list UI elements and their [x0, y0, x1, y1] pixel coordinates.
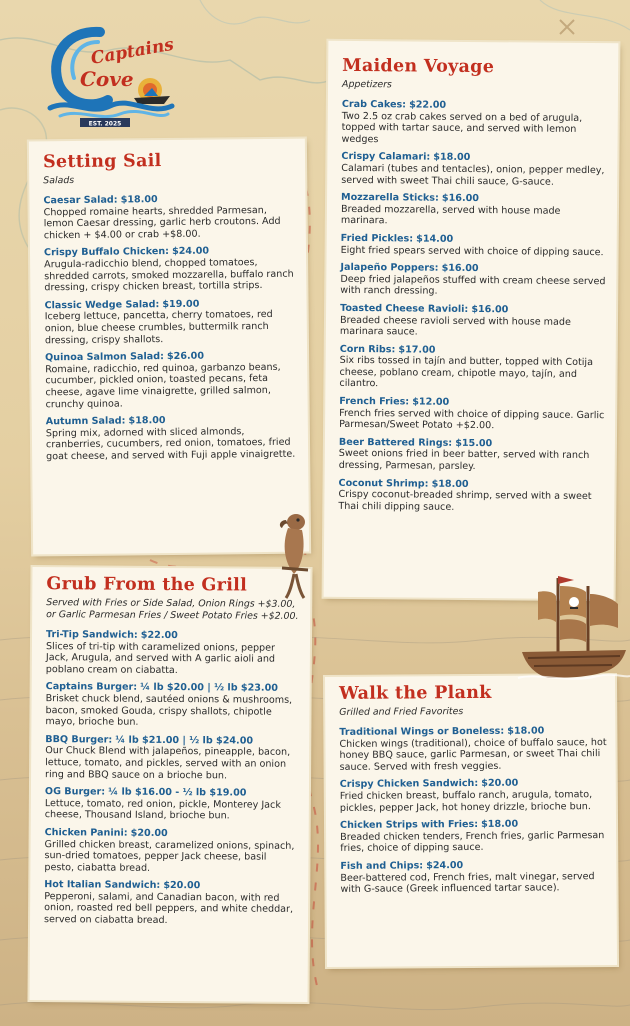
menu-item — [45, 350, 296, 411]
item-price: $20.00 — [163, 880, 201, 892]
setting-sail-title: Setting Sail — [42, 151, 162, 173]
item-price: $19.00 — [162, 298, 200, 310]
item-price: $18.00 — [481, 818, 519, 831]
item-name: Quinoa Salmon Salad: — [45, 351, 164, 364]
item-name: Chicken Panini: — [44, 827, 128, 839]
walk-the-plank-card — [325, 675, 617, 967]
captains-cove-logo — [40, 24, 178, 128]
item-price: $18.00 — [507, 725, 545, 737]
item-description: Slices of tri-tip with caramelized onions, pepper Jack, Arugula, and served with A garlic aioli and poblano cream on ciabatta. — [45, 640, 276, 676]
menu-item — [340, 777, 608, 814]
item-description: Beer-battered cod, French fries, malt vinegar, served with G-sauce (Greek influenced tartar sauce). — [340, 870, 595, 896]
item-description: French fries served with choice of dipping sauce. Garlic Parmesan/Sweet Potato +$2.00. — [339, 407, 605, 432]
item-description: Grilled chicken breast, caramelized onions, spinach, sun-dried tomatoes, pepper Jack cheese, basil pesto, ciabatta bread. — [44, 838, 295, 874]
item-price: $22.00 — [140, 629, 178, 642]
walk-the-plank-subtitle: Grilled and Fried Favorites — [339, 706, 464, 718]
maiden-voyage-card — [324, 41, 619, 600]
maiden-voyage-subtitle: Appetizers — [342, 78, 392, 91]
menu-item — [340, 303, 606, 340]
item-price: $18.00 — [433, 152, 471, 164]
item-price: $18.00 — [128, 415, 166, 427]
item-description: Breaded mozzarella, served with house made marinara. — [340, 203, 561, 227]
item-price: $16.00 — [471, 303, 509, 316]
item-description: Two 2.5 oz crab cakes served on a bed of arugula, topped with tartar sauce, and served with lemon wedges — [341, 110, 583, 145]
item-name: Tri-Tip Sandwich: — [46, 629, 138, 641]
item-name: Crispy Calamari: — [341, 151, 431, 164]
item-name: Beer Battered Rings: — [338, 436, 453, 449]
item-name: BBQ Burger: — [45, 733, 113, 746]
menu-item — [45, 297, 295, 346]
item-description: Arugula-radicchio blend, chopped tomatoes, shredded carrots, smoked mozzarella, buffalo ranch dressing, crispy chicken breast, tortilla strips. — [44, 257, 294, 294]
setting-sail-subtitle: Salads — [43, 174, 75, 187]
item-description: Eight fried spears served with choice of dipping sauce. — [340, 244, 604, 258]
item-price: $22.00 — [409, 99, 447, 111]
menu-item — [44, 245, 294, 294]
item-description: Pepperoni, salami, and Canadian bacon, with red onion, roasted red bell peppers, and white cheddar, served on ciabatta bread. — [44, 890, 294, 927]
menu-item — [43, 193, 293, 242]
item-price: ¼ lb $21.00 | ½ lb $24.00 — [115, 734, 254, 747]
item-name: Fish and Chips: — [340, 860, 424, 872]
menu-item — [338, 477, 604, 514]
item-price: $17.00 — [398, 344, 436, 356]
menu-item — [339, 437, 605, 474]
grub-title: Grub From the Grill — [46, 574, 248, 596]
menu-item — [340, 262, 606, 299]
item-description: Sweet onions fried in beer batter, served with ranch dressing, Parmesan, parsley. — [338, 448, 590, 473]
item-name: Crab Cakes: — [341, 98, 407, 111]
item-name: French Fries: — [339, 395, 410, 408]
menu-item — [341, 151, 607, 188]
menu-item — [44, 827, 298, 875]
item-price: $24.00 — [426, 859, 464, 872]
item-description: Iceberg lettuce, pancetta, cherry tomatoes, red onion, blue cheese crumbles, buttermilk ranch dressing, crispy shallots. — [44, 309, 273, 346]
item-description: Calamari (tubes and tentacles), onion, pepper medley, served with sweet Thai chili sauce, G-sauce. — [341, 162, 605, 188]
item-description: Our Chuck Blend with jalapeños, pineapple, bacon, lettuce, tomato, and pickles, served with an onion ring and BBQ sauce on a brioche bun. — [45, 745, 291, 781]
item-description: Breaded chicken tenders, French fries, garlic Parmesan fries, choice of dipping sauce. — [340, 829, 605, 855]
item-price: $26.00 — [166, 350, 205, 363]
menu-item — [46, 629, 300, 677]
item-description: Crispy coconut-breaded shrimp, served with a sweet Thai chili dipping sauce. — [338, 489, 592, 513]
parrot-illustration — [274, 508, 314, 600]
menu-item — [339, 725, 607, 773]
menu-item — [340, 859, 608, 896]
item-name: Chicken Strips with Fries: — [339, 819, 479, 832]
item-name: Jalapeño Poppers: — [340, 261, 439, 274]
setting-sail-card — [29, 139, 309, 555]
item-description: Fried chicken breast, buffalo ranch, arugula, tomato, pickles, pepper Jack, hot honey drizzle, brioche bun. — [339, 789, 593, 814]
menu-item — [342, 99, 608, 148]
item-description: Brisket chuck blend, sautéed onions & mushrooms, bacon, smoked Gouda, crispy shallots, chipotle mayo, brioche bun. — [45, 693, 293, 728]
item-name: Captains Burger: — [45, 681, 138, 694]
item-name: Toasted Cheese Ravioli: — [340, 302, 469, 315]
item-name: Crispy Buffalo Chicken: — [43, 246, 170, 259]
item-name: Traditional Wings or Boneless: — [339, 725, 505, 738]
item-description: Chicken wings (traditional), choice of buffalo sauce, hot honey BBQ sauce, garlic Parmesan, or sweet Thai chili sauce. Served with fresh veggies. — [339, 736, 607, 773]
menu-item — [339, 396, 605, 433]
pirate-ship-illustration — [508, 572, 630, 688]
menu-item — [340, 818, 608, 855]
item-name: Caesar Salad: — [43, 194, 118, 207]
item-name: OG Burger: — [44, 786, 106, 798]
logo-established: EST. 2025 — [88, 120, 122, 128]
item-price: $12.00 — [412, 396, 450, 408]
menu-item — [46, 414, 296, 463]
item-price: $16.00 — [441, 192, 480, 205]
menu-item — [341, 192, 607, 229]
item-price: $18.00 — [431, 478, 469, 490]
item-price: $15.00 — [455, 437, 493, 450]
menu-item — [339, 344, 605, 393]
item-name: Coconut Shrimp: — [338, 477, 429, 490]
item-price: ¼ lb $20.00 | ½ lb $23.00 — [140, 682, 278, 695]
item-name: Hot Italian Sandwich: — [44, 879, 161, 892]
item-name: Corn Ribs: — [339, 343, 396, 356]
item-price: $20.00 — [481, 778, 519, 790]
menu-item — [45, 734, 299, 782]
item-price: ¼ lb $16.00 - ½ lb $19.00 — [108, 786, 247, 799]
item-description: Six ribs tossed in tajín and butter, topped with Cotija cheese, poblano cream, chipotle mayo, tajín, and cilantro. — [339, 355, 594, 390]
item-price: $18.00 — [120, 194, 158, 206]
item-price: $20.00 — [130, 827, 168, 839]
menu-item — [45, 682, 299, 730]
logo-brand-line1: Captains — [89, 34, 176, 69]
item-price: $14.00 — [416, 233, 454, 245]
grub-subtitle: Served with Fries or Side Salad, Onion Rings +$3.00, or Garlic Parmesan Fries / Sweet Potato Fries +$2.00. — [46, 597, 299, 622]
item-description: Deep fried jalapeños stuffed with cream cheese served with ranch dressing. — [340, 273, 606, 298]
menu-item — [45, 786, 299, 823]
item-name: Fried Pickles: — [340, 232, 414, 245]
menu-item — [341, 233, 607, 259]
item-description: Spring mix, adorned with sliced almonds, cranberries, cucumbers, red onion, tomatoes, fried goat cheese, and served with Fuji apple vinaigrette. — [45, 425, 296, 463]
menu-item — [44, 879, 298, 927]
item-description: Chopped romaine hearts, shredded Parmesan, lemon Caesar dressing, garlic herb croutons. Add chicken + $4.00 or crab +$8.00. — [43, 204, 281, 242]
item-description: Breaded cheese ravioli served with house made marinara sauce. — [339, 314, 571, 338]
item-description: Lettuce, tomato, red onion, pickle, Monterey Jack cheese, Thousand Island, brioche bun. — [44, 797, 281, 822]
grub-from-the-grill-card — [29, 567, 310, 1002]
item-name: Autumn Salad: — [45, 415, 126, 428]
item-price: $24.00 — [171, 245, 210, 258]
item-name: Mozzarella Sticks: — [341, 192, 439, 204]
walk-the-plank-title: Walk the Plank — [339, 682, 492, 704]
item-name: Classic Wedge Salad: — [44, 298, 160, 312]
item-name: Crispy Chicken Sandwich: — [339, 778, 479, 791]
logo-brand-line2: Cove — [80, 67, 134, 91]
maiden-voyage-title: Maiden Voyage — [342, 55, 495, 78]
item-price: $16.00 — [441, 262, 479, 275]
item-description: Romaine, radicchio, red quinoa, garbanzo beans, cucumber, pickled onion, toasted pecans, feta cheese, agave lime vinaigrette, grilled salmon, crunchy quinoa. — [45, 361, 281, 410]
